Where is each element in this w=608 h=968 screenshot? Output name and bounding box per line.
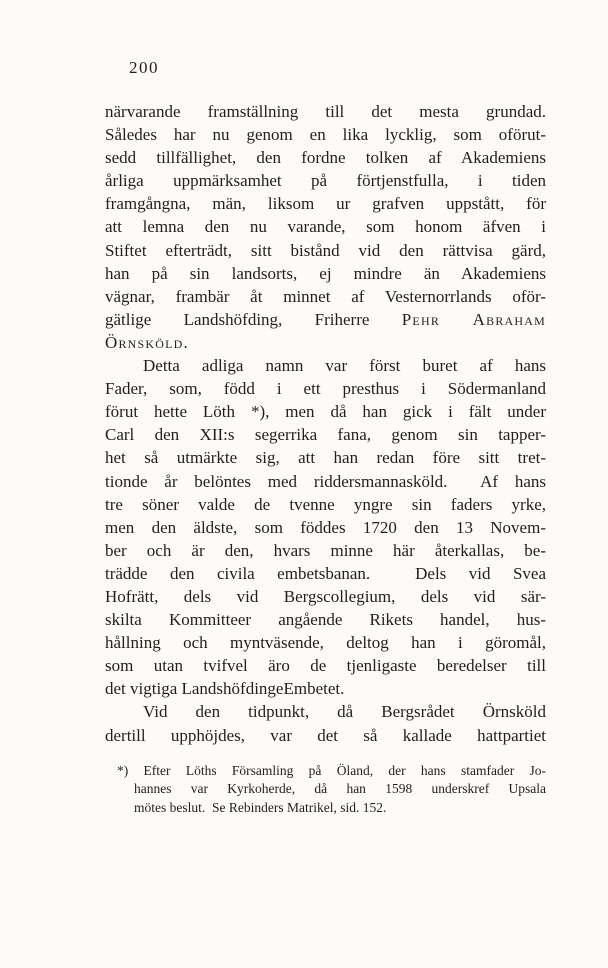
text-line: framgångna, män, liksom ur grafven uppstått, för [105, 194, 546, 214]
text-line: Carl den XII:s segerrika fana, genom sin tapper- [105, 425, 546, 445]
text-line: som utan tvifvel äro de tjenligaste beredelser till [105, 656, 546, 676]
text-line: trädde den civila embetsbanan. Dels vid Svea [105, 563, 546, 583]
person-name-smallcaps: Pehr Abraham [401, 309, 546, 329]
text-line: Vid den tidpunkt, då Bergsrådet Örnsköld [143, 702, 546, 722]
text-line: Fader, som, född i ett presthus i Södermanland [105, 379, 546, 399]
body-text [105, 100, 546, 747]
text-segment: gätlige Landshöfding, Friherre [105, 309, 402, 329]
text-line: Hofrätt, dels vid Bergscollegium, dels vid sär- [105, 586, 546, 606]
text-line: tre söner valde de tvenne yngre sin faders yrke, [105, 494, 546, 514]
paragraph-3 [105, 700, 546, 746]
paragraph-2 [105, 354, 546, 700]
text-line: skilta Kommitteer angående Rikets handel, hus- [105, 610, 546, 630]
text-line: han på sin landsorts, ej mindre än Akademiens [105, 263, 546, 283]
text-line [105, 331, 546, 354]
text-line: tionde år belöntes med riddersmannasköld. Af hans [105, 471, 546, 491]
text-line: hållning och myntväsende, deltog han i göromål, [105, 633, 546, 653]
text-line: det vigtiga LandshöfdingeEmbetet. [105, 679, 345, 699]
text-line: men den äldste, som föddes 1720 den 13 Novem- [105, 517, 546, 537]
person-name-smallcaps: Örnsköld. [105, 332, 189, 352]
text-line: Stiftet efterträdt, sitt bistånd vid den rättvisa gärd, [105, 240, 546, 260]
page-number: 200 [129, 58, 159, 77]
text-line: närvarande framställning till det mesta grundad. [105, 102, 546, 121]
text-line: sedd tillfällighet, den fordne tolken af Akademiens [105, 148, 546, 168]
footnote-line: *) Efter Löths Församling på Öland, der hans stamfader Jo- [117, 762, 546, 778]
text-line: Således har nu genom en lika lycklig, som oförut- [105, 125, 546, 145]
text-line: het så utmärkte sig, att han redan före sitt tret- [105, 448, 546, 468]
text-line: att lemna den nu varande, som honom äfven i [105, 217, 546, 237]
text-line: dertill upphöjdes, var det så kallade hattpartiet [105, 725, 546, 745]
text-line: vägnar, frambär åt minnet af Vesternorrlands oför- [105, 286, 546, 306]
text-line [105, 308, 546, 331]
footnote [117, 762, 546, 818]
text-line: årliga uppmärksamhet på förtjenstfulla, i tiden [105, 171, 546, 191]
text-line: Detta adliga namn var först buret af hans [143, 356, 546, 376]
text-line: ber och är den, hvars minne här återkallas, be- [105, 540, 546, 560]
paragraph-1 [105, 100, 546, 354]
text-line: förut hette Löth *), men då han gick i fält under [105, 402, 546, 422]
footnote-line: hannes var Kyrkoherde, då han 1598 underskref Upsala [134, 781, 546, 797]
footnote-line: mötes beslut. Se Rebinders Matrikel, sid. 152. [134, 799, 387, 815]
